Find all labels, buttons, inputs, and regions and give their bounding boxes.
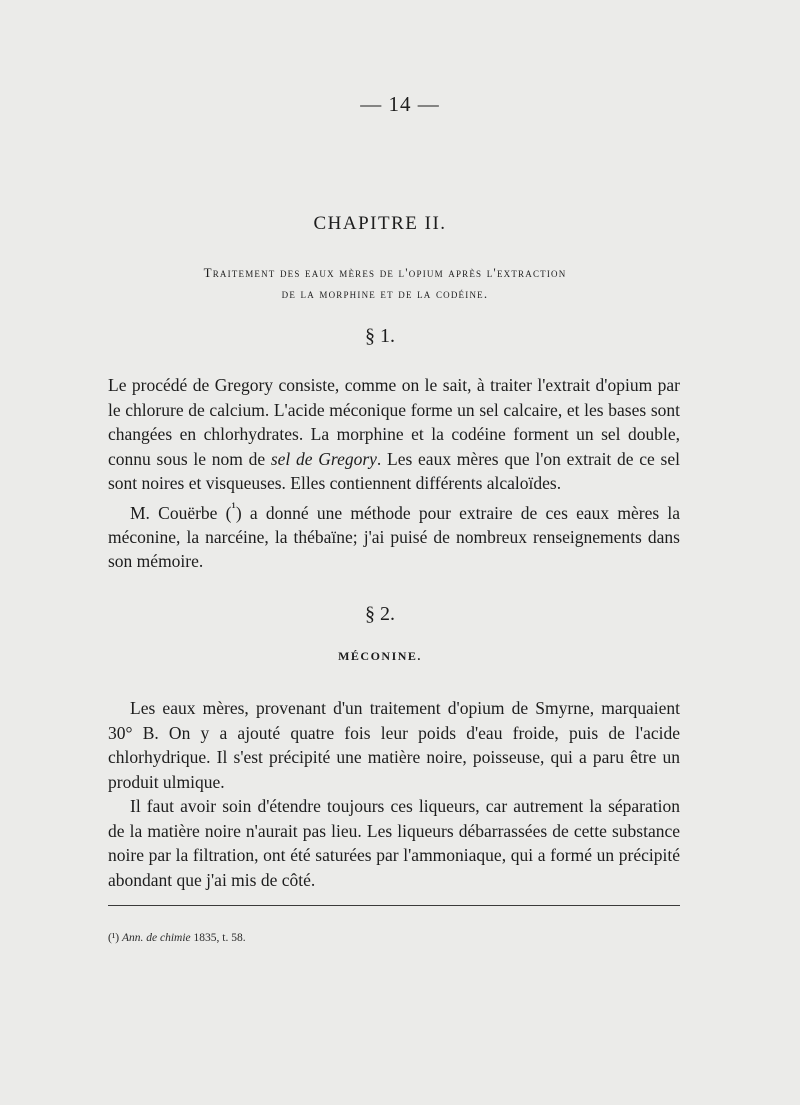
footnote-source: Ann. de chimie <box>121 932 191 944</box>
footnote-reference-text: 1835, t. 58. <box>193 932 246 944</box>
section-1-heading: § 1. <box>365 325 395 347</box>
paragraph-gregory-text-1: Le procédé de Gregory consiste, comme on le sait, à traiter l'extrait d'opium par le chlorure de calcium. L'acide méconique forme un sel calcaire, et les bases sont changées en chlorhydrates. La morphine et la codéine forment un sel double, connu sous le nom de <box>108 375 680 469</box>
paragraph-couerbe-text-1: M. Couërbe ( <box>130 502 232 523</box>
paragraph-gregory-emphasis: sel de Gregory <box>270 448 377 469</box>
footnote-reference: ¹ <box>231 499 236 516</box>
chapter-title: CHAPITRE II. <box>313 213 447 234</box>
section-2-heading: § 2. <box>365 603 395 625</box>
paragraph-couerbe-text-2: ) a donné une méthode pour extraire de ces eaux mères la méconine, la narcéine, la thébaïne; j'ai puisé de nombreux renseignements dans son mémoire. <box>108 502 680 572</box>
paragraph-gregory <box>108 373 680 496</box>
paragraph-liqueurs: Il faut avoir soin d'étendre toujours ces liqueurs, car autrement la séparation de la matière noire n'aurait pas lieu. Les liqueurs débarrassées de cette substance noire par la filtration, ont été saturées par l'ammoniaque, qui a formé un précipité abondant que j'ai mis de côté. <box>108 796 680 890</box>
chapter-subtitle <box>60 262 710 304</box>
chapter-subtitle-line-1: Traitement des eaux mères de l'opium après l'extraction <box>203 265 567 280</box>
section-2-body <box>108 696 680 892</box>
paragraph-couerbe <box>108 496 680 574</box>
paragraph-gregory-text-2: . Les eaux mères que l'on extrait de ce sel sont noires et visqueuses. Elles contiennent différents alcaloïdes. <box>108 448 680 493</box>
paragraph-eaux-meres: Les eaux mères, provenant d'un traitement d'opium de Smyrne, marquaient 30° B. On y a ajouté quatre fois leur poids d'eau froide, puis de l'acide chlorhydrique. Il s'est précipité une matière noire, poisseuse, qui a paru être un produit ulmique. <box>108 698 680 792</box>
section-2-title: MÉCONINE. <box>338 649 422 663</box>
footnote-marker: (¹) <box>108 932 120 944</box>
chapter-subtitle-line-2: de la morphine et de la codéine. <box>281 286 489 301</box>
footnote <box>108 932 246 944</box>
footnote-rule <box>108 905 680 906</box>
section-1-body <box>108 373 680 574</box>
page-number: — 14 — <box>360 92 440 116</box>
